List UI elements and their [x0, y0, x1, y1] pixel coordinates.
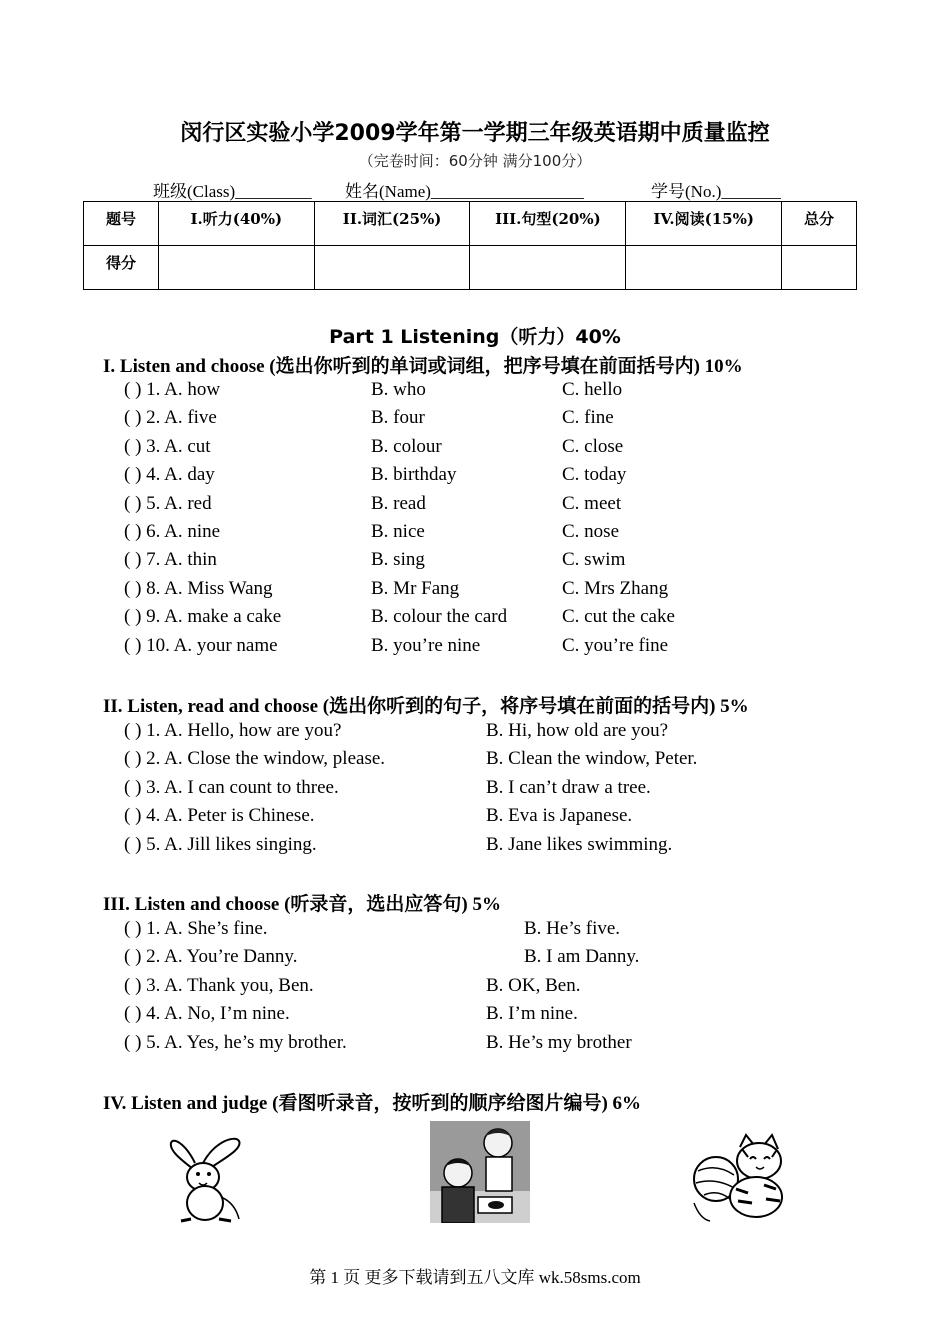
question-option-a: ( ) 3. A. I can count to three.: [124, 776, 339, 798]
question-option-a: ( ) 4. A. day: [124, 464, 215, 486]
question-option-c: C. hello: [562, 379, 623, 400]
section-4-heading: IV. Listen and judge (看图听录音，按听到的顺序给图片编号) 6%: [103, 1093, 642, 1114]
question-option-b: B. who: [371, 379, 426, 400]
section-3-heading: III. Listen and choose (听录音，选出应答句) 5%: [103, 894, 501, 915]
score-header-cell: I.听力(40%): [158, 202, 314, 246]
name-field-label: 姓名(Name)__________________: [345, 182, 584, 201]
question-option-b: B. birthday: [371, 464, 457, 486]
question-option-a: ( ) 4. A. No, I’m nine.: [124, 1003, 290, 1025]
score-table-score-row: [84, 246, 857, 290]
score-header-cell: 总分: [782, 202, 857, 246]
question-option-a: ( ) 8. A. Miss Wang: [124, 577, 273, 599]
question-option-c: C. swim: [562, 549, 626, 571]
question-option-c: C. you’re fine: [562, 634, 669, 656]
section-1-heading: I. Listen and choose (选出你听到的单词或词组，把序号填在前面括号内) 10%: [103, 356, 743, 377]
question-option-a: ( ) 10. A. your name: [124, 634, 278, 656]
question-option-a: ( ) 7. A. thin: [124, 549, 217, 571]
score-cell[interactable]: [470, 246, 626, 290]
question-option-b: B. nice: [371, 521, 425, 542]
question-option-a: ( ) 3. A. cut: [124, 435, 211, 457]
question-option-b: B. I am Danny.: [524, 946, 640, 968]
question-option-c: C. fine: [562, 407, 614, 429]
question-option-b: B. Mr Fang: [371, 577, 460, 599]
question-option-b: B. four: [371, 407, 425, 429]
question-option-b: B. you’re nine: [371, 634, 481, 656]
question-option-a: ( ) 5. A. Yes, he’s my brother.: [124, 1031, 347, 1053]
question-option-b: B. read: [371, 492, 426, 514]
question-option-a: ( ) 4. A. Peter is Chinese.: [124, 805, 315, 827]
score-cell[interactable]: [782, 246, 857, 290]
score-header-cell: III.句型(20%): [470, 202, 626, 246]
question-option-b: B. colour: [371, 435, 442, 457]
question-option-c: C. meet: [562, 492, 622, 514]
question-option-a: ( ) 2. A. Close the window, please.: [124, 748, 386, 770]
question-option-c: C. Mrs Zhang: [562, 577, 669, 599]
page-title: 闵行区实验小学2009学年第一学期三年级英语期中质量监控: [180, 121, 770, 146]
exam-subtitle: （完卷时间：60分钟 满分100分）: [358, 152, 592, 170]
question-option-c: C. cut the cake: [562, 606, 675, 628]
question-option-b: B. I can’t draw a tree.: [486, 776, 651, 798]
score-table: [83, 201, 857, 290]
section-2-heading: II. Listen, read and choose (选出你听到的句子，将序号填在前面的括号内) 5%: [103, 696, 749, 717]
score-cell[interactable]: [158, 246, 314, 290]
class-field-label: 班级(Class)_________: [153, 182, 312, 201]
question-option-b: B. OK, Ben.: [486, 974, 581, 996]
question-option-b: B. He’s my brother: [486, 1031, 632, 1053]
number-field-label: 学号(No.)_______: [651, 182, 781, 201]
score-header-cell: 题号: [84, 202, 159, 246]
cat-with-yarn-picture: [690, 1133, 788, 1225]
question-option-b: B. Hi, how old are you?: [486, 720, 669, 741]
score-cell[interactable]: [314, 246, 470, 290]
question-option-b: B. He’s five.: [524, 918, 621, 939]
question-option-a: ( ) 2. A. five: [124, 407, 217, 429]
question-option-a: ( ) 9. A. make a cake: [124, 606, 282, 628]
question-option-b: B. Eva is Japanese.: [486, 805, 633, 827]
question-option-c: C. nose: [562, 521, 619, 542]
question-option-a: ( ) 1. A. She’s fine.: [124, 918, 268, 939]
question-option-a: ( ) 1. A. how: [124, 379, 221, 400]
score-table-header-row: [84, 202, 857, 246]
question-option-a: ( ) 5. A. red: [124, 492, 212, 514]
question-option-b: B. Clean the window, Peter.: [486, 748, 698, 770]
part-title: Part 1 Listening（听力）40%: [329, 326, 621, 348]
page-footer: 第 1 页 更多下载请到五八文库 wk.58sms.com: [309, 1268, 641, 1287]
question-option-c: C. today: [562, 464, 627, 486]
score-row-label: 得分: [84, 246, 159, 290]
question-option-a: ( ) 1. A. Hello, how are you?: [124, 720, 342, 741]
question-option-a: ( ) 5. A. Jill likes singing.: [124, 833, 317, 855]
question-option-b: B. Jane likes swimming.: [486, 833, 673, 855]
score-cell[interactable]: [626, 246, 782, 290]
question-option-b: B. sing: [371, 549, 425, 571]
question-option-c: C. close: [562, 435, 624, 457]
score-header-cell: II.词汇(25%): [314, 202, 470, 246]
rabbit-picture: [165, 1133, 245, 1225]
score-header-cell: IV.阅读(15%): [626, 202, 782, 246]
question-option-b: B. colour the card: [371, 606, 508, 628]
question-option-a: ( ) 6. A. nine: [124, 521, 221, 542]
boys-picture: [430, 1121, 530, 1223]
question-option-b: B. I’m nine.: [486, 1003, 578, 1025]
question-option-a: ( ) 2. A. You’re Danny.: [124, 946, 298, 968]
question-option-a: ( ) 3. A. Thank you, Ben.: [124, 974, 314, 996]
